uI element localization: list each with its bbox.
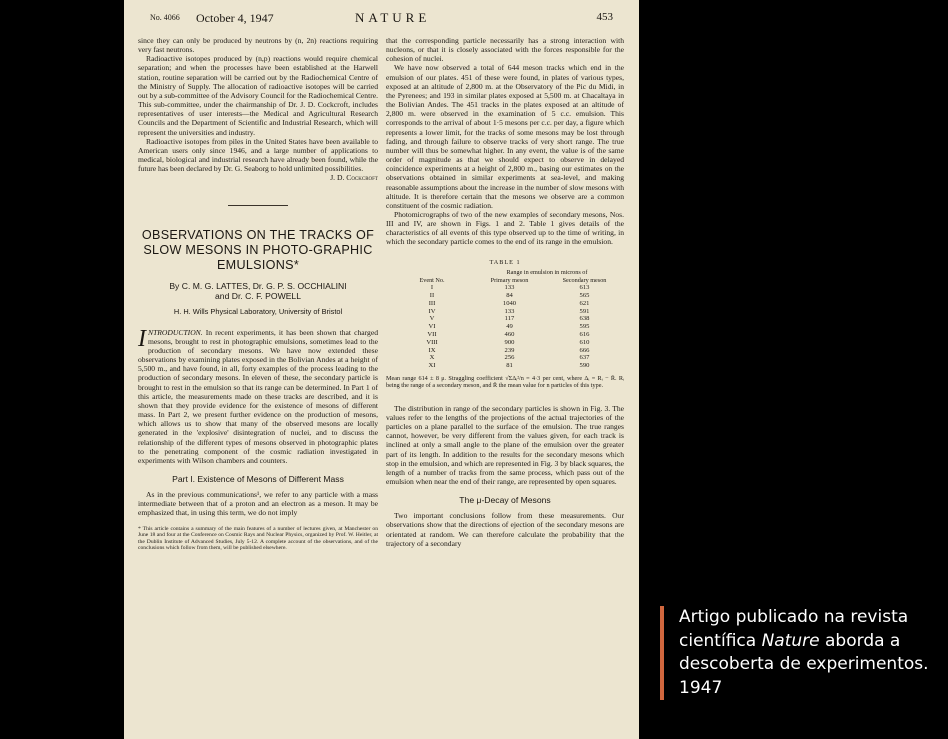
intro-body: In recent experiments, it has been shown that charged mesons, brought to rest in photographic emulsions, sometimes lead to the production of secondary mesons. We have now extended these observations by examining plates exposed in the Bolivian Andes at a height of 5,500 m., and have found, in all, forty examples of the process leading to the production of secondary mesons. In eleven of these, the secondary particle is brought to rest in the emulsion so that its range can be determined. In Part 1 of this article, the measurements made on these tracks are described, and it is shown that they provide evidence for the existence of mesons of different mass. In Part 2, we present further evidence on the production of mesons, which allows us to show that many of the observed mesons are locally generated in the 'explosive' disintegration of nuclei, and to discuss the relationship of the different types of mesons observed in photographic plates to the penetrating component of the cosmic radiation investigated in experiments with Wilson chambers and counters. — [138, 327, 378, 465]
table-cell-event: I — [430, 284, 434, 292]
authors-line-1: By C. M. G. LATTES, Dr. G. P. S. OCCHIALINI — [169, 280, 347, 291]
table-cell-event: IV — [428, 307, 436, 315]
issue-number: No. 4066 — [150, 13, 180, 22]
table-cell-primary: 1040 — [502, 299, 517, 307]
article-title: OBSERVATIONS ON THE TRACKS OF SLOW MESONS IN PHOTO-GRAPHIC EMULSIONS* — [141, 227, 375, 272]
paragraph: Radioactive isotopes from piles in the United States have been available to American users only since 1946, and a large number of applications to medical, biological and industrial research have already been found, while the future has been declared by Dr. G. Seaborg to hold unlimited possibilities. — [138, 136, 378, 174]
table-cell-event: VIII — [426, 338, 438, 346]
table-cell-primary: 49 — [506, 323, 513, 331]
table-cell-event: X — [429, 354, 435, 362]
paragraph: We have now observed a total of 644 meson tracks which end in the emulsion of our plates. 451 of these were found, in plates of various types, exposed at an altitude of 2,800 m. at the Observatory of the Pic du Midi, in the Pyrenees; and 193 in similar plates exposed at 5,500 m. at Chacaltaya in the Bolivian Andes. The 451 tracks in the plates exposed at an altitude of 2,800 m. were observed in the examination of 5 c.c. emulsion. This corresponds to the arrival of about 1·5 mesons per c.c. per day, a figure which represents a lower limit, for the tracks of some mesons may be lost through fading, and through failure to observe tracks of very short range. The true number will thus be somewhat higher. In any event, the value is of the same order of magnitude as that we should expect to observe in delayed coincidence experiments at a height of 2,800 m., basing our estimates on the observations obtained in similar experiments at sea-level, and making reasonable assumptions about the increase in the number of slow mesons with altitude. It is therefore certain that the mesons we observe are a common constituent of the cosmic radiation. — [386, 63, 624, 210]
paragraph: The distribution in range of the secondary particles is shown in Fig. 3. The values refer to the lengths of the projections of the actual trajectories of the particles on a plane parallel to the surface of the emulsion. The true ranges cannot, however, be very different from the values given, for each track is inclined at only a small angle to the plane of the emulsion over the greater part of its length. In addition to the results for the secondary mesons which stop in the emulsion, and which are represented in Fig. 3 by black squares, the length of a number of tracks from the same process, which pass out of the emulsion when near the end of their range, are represented by open squares. — [386, 403, 624, 487]
table-cell-primary: 84 — [506, 291, 513, 299]
table-cell-secondary: 565 — [579, 291, 590, 299]
signature: J. D. Cockcroft — [330, 173, 378, 183]
table-cell-secondary: 590 — [579, 362, 590, 370]
table-cell-primary: 256 — [504, 354, 515, 362]
table-cell-primary: 239 — [504, 346, 515, 354]
table-header-secondary: Secondary meson — [562, 277, 607, 285]
issue-date: October 4, 1947 — [196, 11, 274, 25]
table-cell-event: VI — [428, 323, 436, 331]
footnote: * This article contains a summary of the main features of a number of lectures given, at Manchester on June 18 and four at the Conference on Cosmic Rays and Nuclear Physics, organized by Prof. W. Heitler, at the Dublin Institute of Advanced Studies, July 5-12. A complete account of the observations, and of the conclusions which follow from them, will be published elsewhere. — [138, 525, 378, 552]
table-cell-secondary: 591 — [579, 307, 590, 315]
section-heading: The μ-Decay of Mesons — [459, 495, 551, 506]
paragraph: Photomicrographs of two of the new examples of secondary mesons, Nos. III and IV, are shown in Figs. 1 and 2. Table 1 gives details of the characteristics of all events of this type observed up to the time of writing, in which the secondary particle comes to the end of its range in the emulsion. — [386, 209, 624, 247]
table-cell-event: VII — [427, 330, 437, 338]
journal-page — [124, 0, 639, 739]
table-cell-primary: 117 — [504, 315, 515, 323]
paragraph: As in the previous communications¹, we refer to any particle with a mass intermediate between that of a proton and an electron as a meson. It may be emphasized that, in using this term, we do not imply — [138, 490, 378, 518]
table-cell-secondary: 666 — [579, 346, 590, 354]
table-cell-secondary: 638 — [579, 315, 590, 323]
table-cell-primary: 133 — [504, 284, 515, 292]
divider — [228, 205, 288, 206]
table-cell-event: III — [428, 299, 436, 307]
table-caption: TABLE 1 — [489, 258, 521, 266]
table-span-header: Range in emulsion in microns of — [506, 269, 588, 277]
image-caption — [660, 606, 948, 700]
caption-text: Artigo publicado na revista científica — [679, 607, 909, 651]
table-cell-event: II — [429, 291, 435, 299]
table-cell-primary: 460 — [504, 330, 515, 338]
authors-line-2: and Dr. C. F. POWELL — [215, 291, 301, 301]
institution: H. H. Wills Physical Laboratory, University of Bristol — [173, 306, 343, 316]
table-cell-secondary: 610 — [579, 338, 590, 346]
section-heading: Part I. Existence of Mesons of Different Mass — [172, 474, 344, 484]
table-cell-event: V — [429, 315, 435, 323]
data-table — [386, 259, 624, 390]
table-cell-event: IX — [428, 346, 436, 354]
caption-text-end: aborda a descoberta de experimentos. 1947 — [679, 630, 929, 698]
journal-masthead: NATURE — [355, 10, 431, 25]
table-cell-primary: 900 — [504, 338, 515, 346]
table-header-spacer — [392, 269, 472, 277]
left-column — [138, 36, 378, 552]
table-grid — [392, 269, 624, 370]
introduction — [138, 325, 378, 465]
table-cell-event: XI — [428, 362, 436, 370]
intro-lead: NTRODUCTION. — [148, 327, 203, 337]
right-column — [386, 36, 624, 548]
table-cell-secondary: 595 — [579, 323, 590, 331]
paragraph: Two important conclusions follow from these measurements. Our observations show that the directions of ejection of the secondary mesons are orientated at random. We can therefore calculate the probability that the trajectory of a secondary — [386, 511, 624, 548]
table-cell-primary: 133 — [504, 307, 515, 315]
caption-journal-name: Nature — [761, 630, 820, 651]
table-header-primary: Primary meson — [490, 277, 529, 285]
page-header — [150, 11, 613, 27]
table-note: Mean range 614 ± 8 μ. Straggling coefficient √ΣΔᵢ²/n = 4·3 per cent, where Δᵢ = Rᵢ − R̄. Rᵢ being the range of a secondary meson, and R̄ the mean value for n particles of this type. — [386, 374, 624, 390]
table-cell-primary: 81 — [506, 362, 513, 370]
drop-cap: I — [138, 325, 146, 352]
paragraph: since they can only be produced by neutrons by (n, 2n) reactions requiring very fast neutrons. — [138, 36, 378, 55]
paragraph: that the corresponding particle necessarily has a strong interaction with nucleons, or that it is closely associated with the forces responsible for the cohesion of nuclei. — [386, 36, 624, 64]
table-cell-secondary: 621 — [579, 299, 590, 307]
table-header-event: Event No. — [419, 277, 445, 285]
page-number: 453 — [596, 11, 613, 23]
paragraph: Radioactive isotopes produced by (n,p) reactions would require chemical separation; and when the processes have been established at the Harwell station, routine separation will be carried out by the Radiochemical Centre of the Ministry of Supply. The allocation of radioactive isotopes will be carried out by a sub-committee of the Advisory Council for the Radiochemical Centre. This sub-committee, under the chairmanship of Dr. J. D. Cockcroft, includes representatives of user interests—the Medical and Agricultural Research Councils and the Department of Scientific and Industrial Research, which will represent the universities and industry. — [138, 54, 378, 137]
table-cell-secondary: 616 — [579, 330, 590, 338]
table-cell-secondary: 613 — [579, 284, 590, 292]
table-cell-secondary: 637 — [579, 354, 590, 362]
